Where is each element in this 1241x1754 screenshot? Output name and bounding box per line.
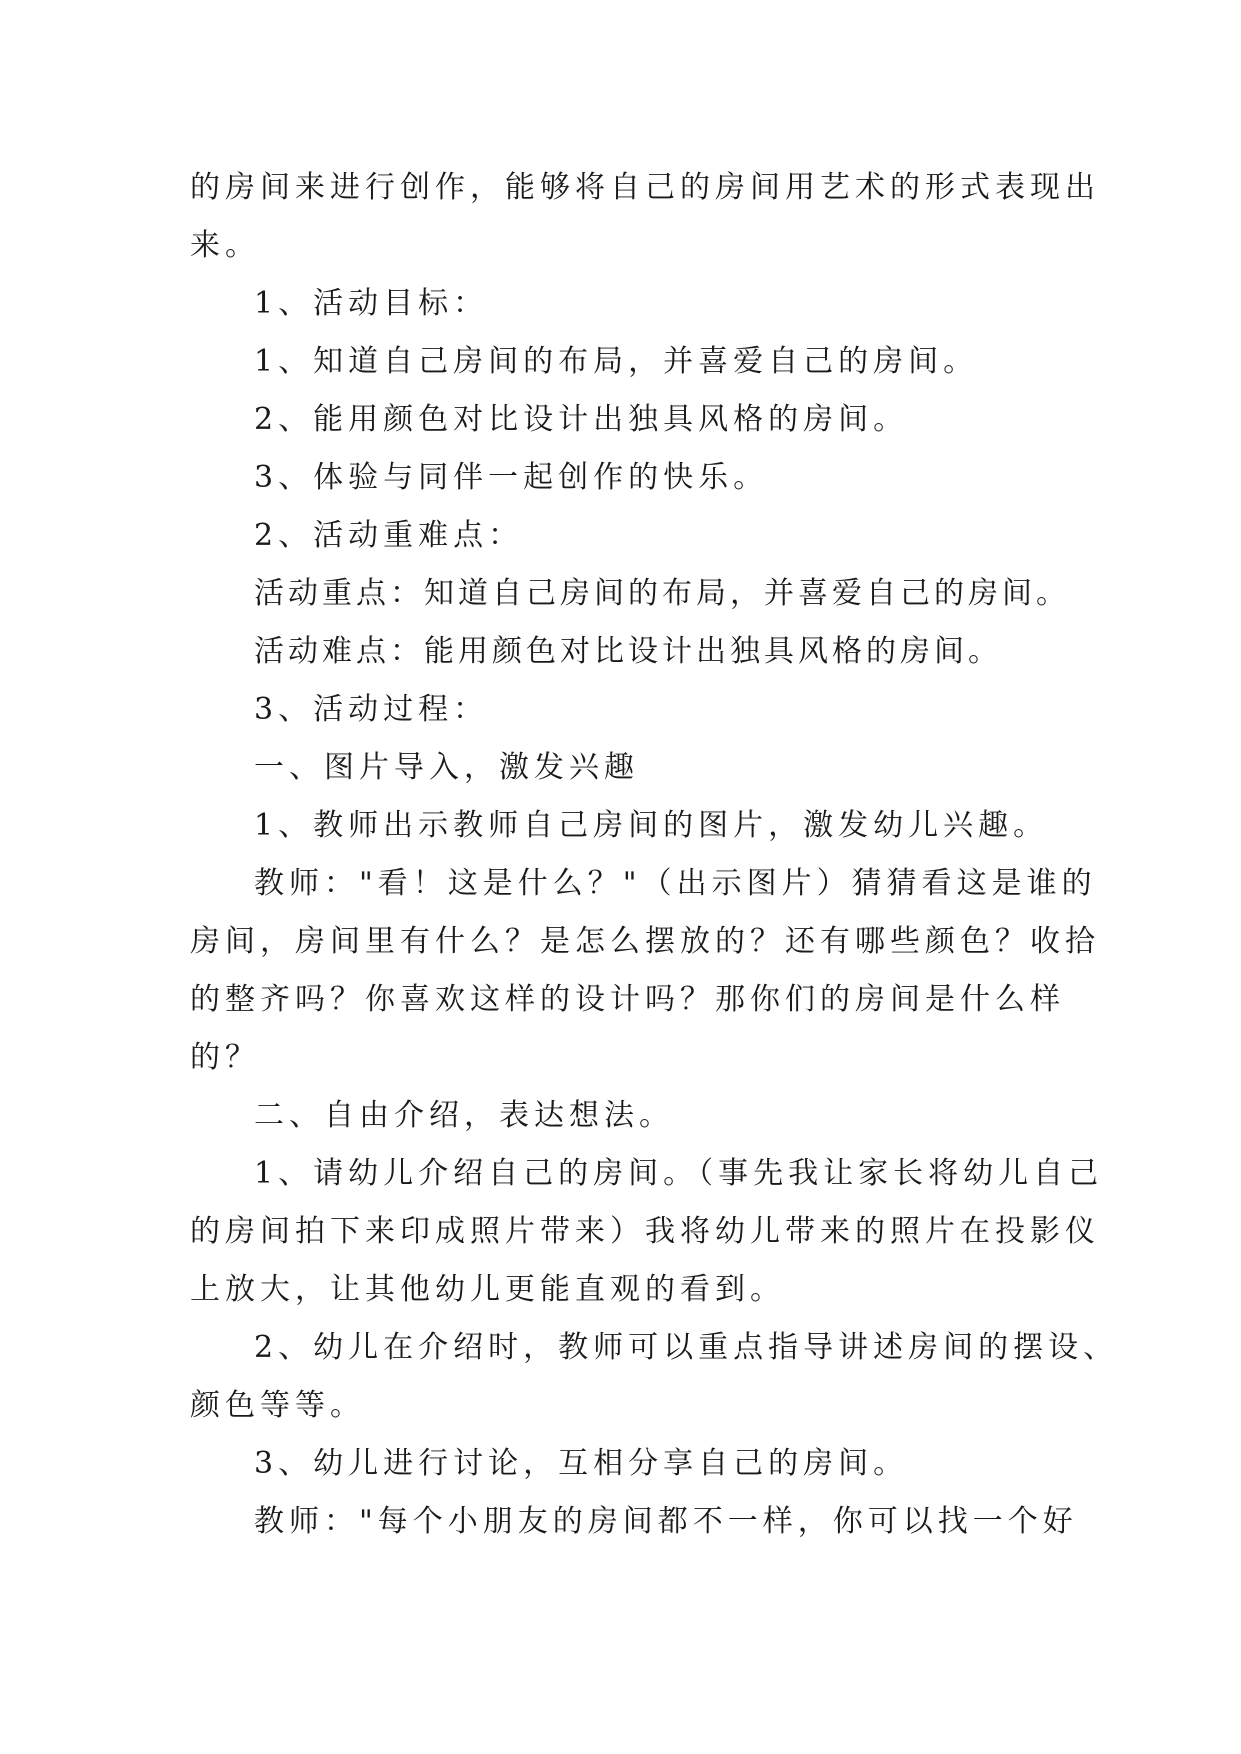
- text-line: 来。: [190, 228, 260, 263]
- list-item: 1、教师出示教师自己房间的图片，激发幼儿兴趣。: [254, 808, 1049, 843]
- section-heading: 3、活动过程：: [254, 692, 489, 727]
- text-line: 教师："看！这是什么？"（出示图片）猜猜看这是谁的: [254, 866, 1097, 901]
- text-line: 颜色等等。: [190, 1388, 365, 1423]
- text-line: 房间，房间里有什么？是怎么摆放的？还有哪些颜色？收拾: [190, 924, 1100, 959]
- text-line: 教师："每个小朋友的房间都不一样，你可以找一个好: [254, 1504, 1078, 1539]
- list-item: 1、请幼儿介绍自己的房间。（事先我让家长将幼儿自己: [254, 1156, 1104, 1191]
- text-line: 活动难点：能用颜色对比设计出独具风格的房间。: [254, 634, 1002, 669]
- list-item: 2、能用颜色对比设计出独具风格的房间。: [254, 402, 909, 437]
- section-heading: 1、活动目标：: [254, 286, 489, 321]
- text-line: 上放大，让其他幼儿更能直观的看到。: [190, 1272, 785, 1307]
- subsection-heading: 二、自由介绍，表达想法。: [254, 1098, 674, 1133]
- text-line: 的整齐吗？你喜欢这样的设计吗？那你们的房间是什么样: [190, 982, 1065, 1017]
- text-line: 的房间来进行创作，能够将自己的房间用艺术的形式表现出: [190, 170, 1100, 205]
- text-line: 的？: [190, 1040, 260, 1075]
- text-line: 活动重点：知道自己房间的布局，并喜爱自己的房间。: [254, 576, 1070, 611]
- text-line: 的房间拍下来印成照片带来）我将幼儿带来的照片在投影仪: [190, 1214, 1100, 1249]
- section-heading: 2、活动重难点：: [254, 518, 524, 553]
- list-item: 3、幼儿进行讨论，互相分享自己的房间。: [254, 1446, 909, 1481]
- list-item: 2、幼儿在介绍时，教师可以重点指导讲述房间的摆设、: [254, 1330, 1119, 1365]
- list-item: 3、体验与同伴一起创作的快乐。: [254, 460, 769, 495]
- subsection-heading: 一、图片导入，激发兴趣: [254, 750, 639, 785]
- list-item: 1、知道自己房间的布局，并喜爱自己的房间。: [254, 344, 979, 379]
